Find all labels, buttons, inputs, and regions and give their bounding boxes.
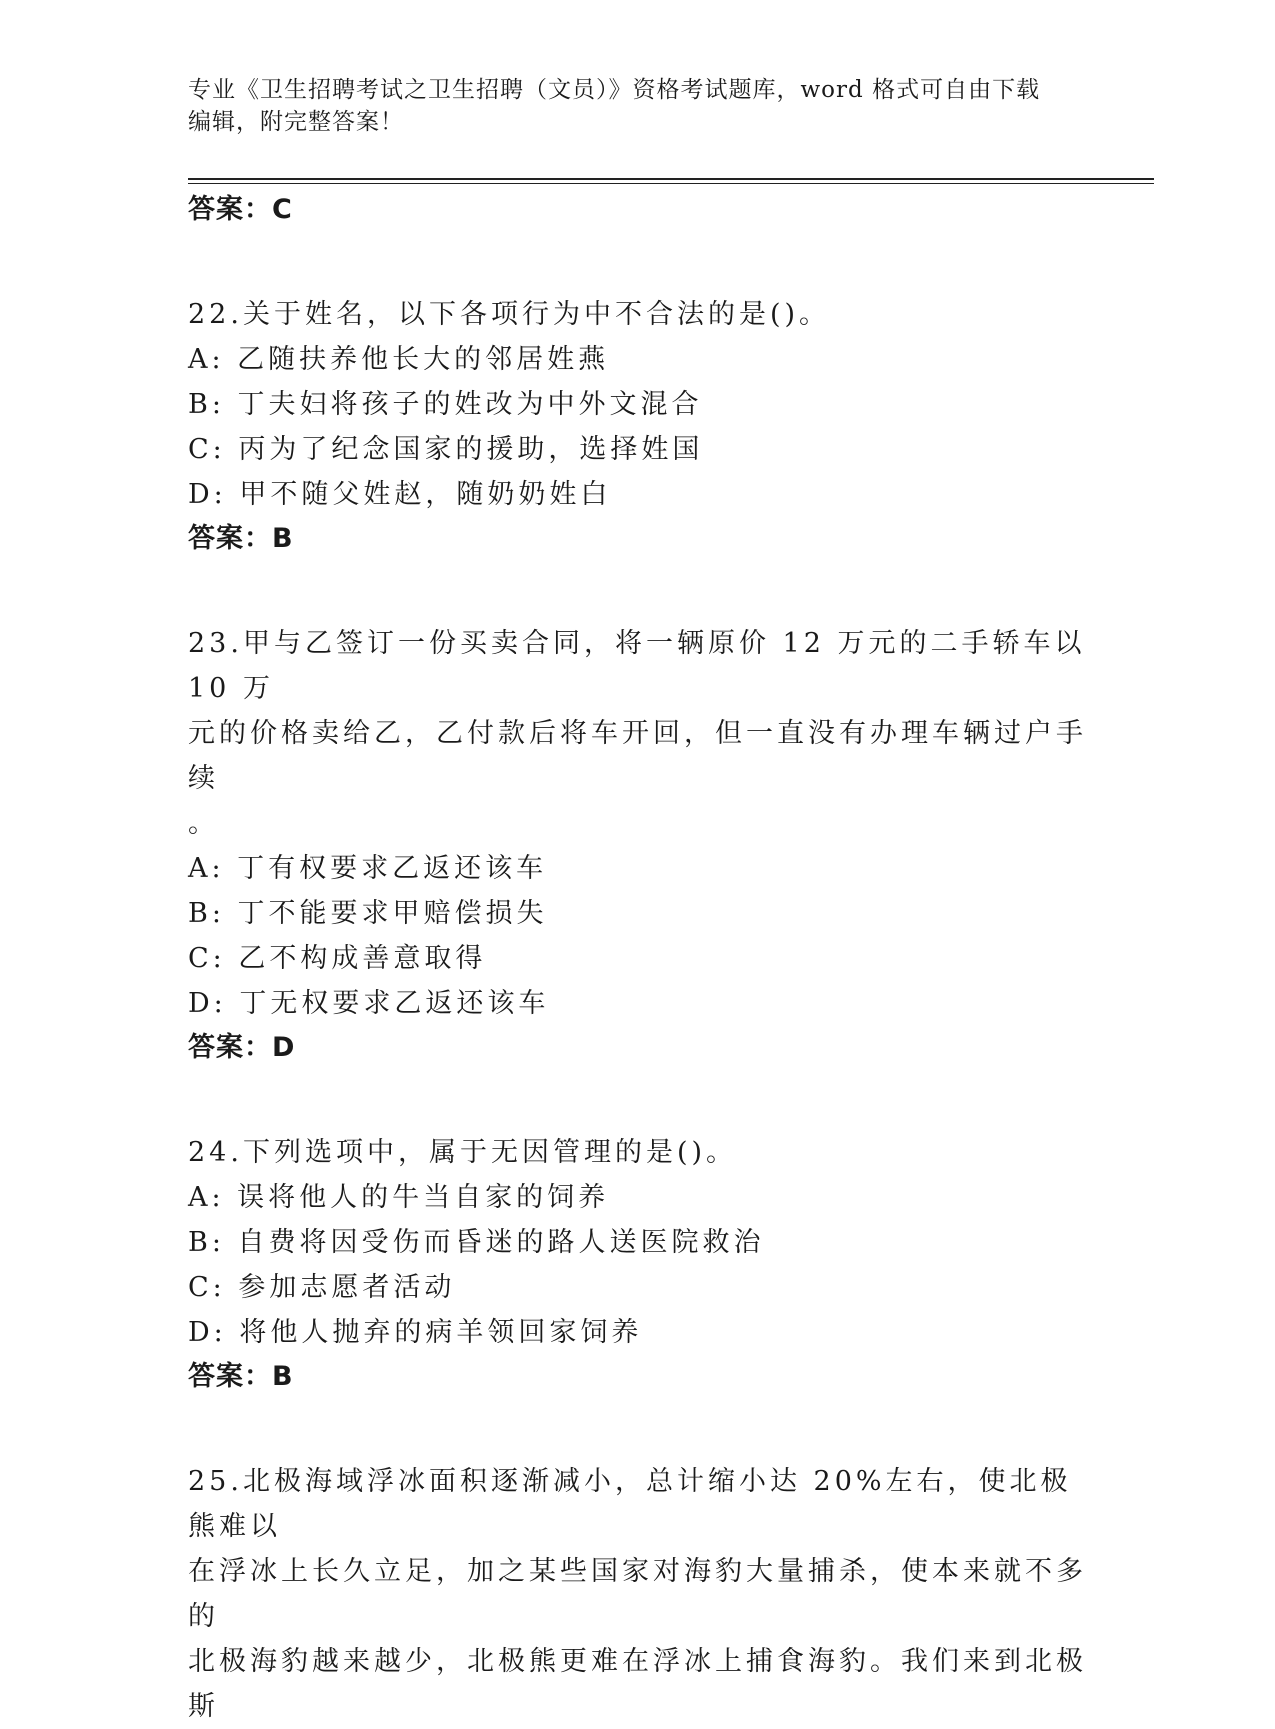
question-text-line-3: 北极海豹越来越少，北极熊更难在浮冰上捕食海豹。我们来到北极斯	[188, 1646, 1087, 1722]
question-block	[188, 621, 1088, 1070]
answer-label: 答案：D	[188, 1032, 296, 1063]
option-a: A: 丁有权要求乙返还该车	[188, 853, 548, 884]
option-a: A: 乙随扶养他长大的邻居姓燕	[188, 344, 610, 375]
option-d: D: 丁无权要求乙返还该车	[188, 988, 550, 1019]
option-d: D: 甲不随父姓赵，随奶奶姓白	[188, 479, 612, 510]
option-d: D: 将他人抛弃的病羊领回家饲养	[188, 1317, 643, 1348]
answer-label: 答案：B	[188, 523, 294, 554]
question-text-line-3: 。	[188, 808, 219, 839]
question-block	[188, 1459, 1088, 1729]
question-text-line-2: 元的价格卖给乙，乙付款后将车开回，但一直没有办理车辆过户手续	[188, 718, 1087, 794]
option-b: B: 丁夫妇将孩子的姓改为中外文混合	[188, 389, 703, 420]
header-line-2: 编辑，附完整答案！	[188, 109, 404, 135]
option-c: C: 乙不构成善意取得	[188, 943, 487, 974]
header-line-1: 专业《卫生招聘考试之卫生招聘（文员）》资格考试题库，word 格式可自由下载	[188, 77, 1041, 103]
question-text: 22.关于姓名，以下各项行为中不合法的是()。	[188, 299, 831, 330]
option-c: C: 丙为了纪念国家的援助，选择姓国	[188, 434, 704, 465]
question-text-line-1: 25.北极海域浮冰面积逐渐减小，总计缩小达 20%左右，使北极熊难以	[188, 1466, 1072, 1542]
header-rule-thick	[188, 178, 1154, 180]
question-text: 24.下列选项中，属于无因管理的是()。	[188, 1137, 738, 1168]
answer-label: 答案：B	[188, 1361, 294, 1392]
question-text-line-2: 在浮冰上长久立足，加之某些国家对海豹大量捕杀，使本来就不多的	[188, 1556, 1087, 1632]
header-rule-thin	[188, 183, 1154, 184]
question-text-line-1: 23.甲与乙签订一份买卖合同，将一辆原价 12 万元的二手轿车以 10 万	[188, 628, 1086, 704]
option-a: A: 误将他人的牛当自家的饲养	[188, 1182, 610, 1213]
page-header	[188, 74, 1068, 138]
question-block	[188, 292, 1088, 561]
option-c: C: 参加志愿者活动	[188, 1272, 456, 1303]
question-block	[188, 1130, 1088, 1399]
option-b: B: 自费将因受伤而昏迷的路人送医院救治	[188, 1227, 765, 1258]
option-b: B: 丁不能要求甲赔偿损失	[188, 898, 548, 929]
question-list	[188, 188, 1088, 1729]
answer-label: 答案：C	[188, 194, 293, 225]
